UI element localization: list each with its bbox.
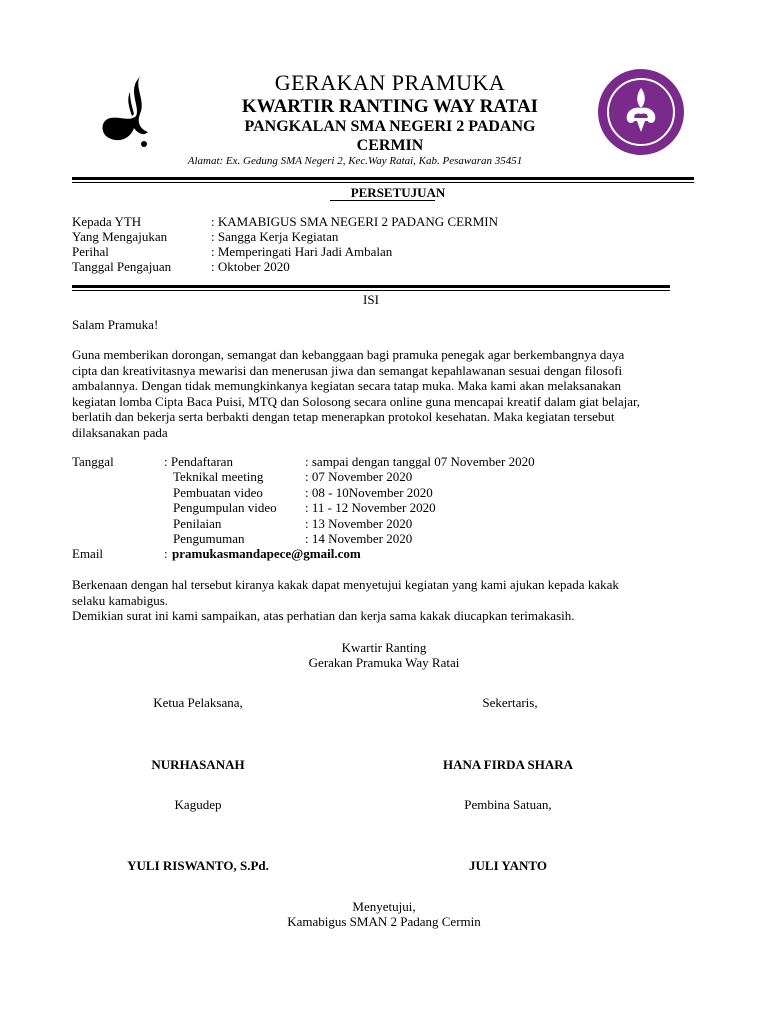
- email-value[interactable]: pramukasmandapece@gmail.com: [172, 546, 361, 561]
- signature-role: Kagudep: [174, 797, 222, 812]
- header-rule-thin: [72, 182, 694, 183]
- approval-line1: Menyetujui,: [352, 899, 416, 914]
- signature-role: Sekertaris,: [482, 695, 538, 710]
- meta-value: : Oktober 2020: [211, 259, 290, 274]
- meta-label: Perihal: [72, 244, 109, 259]
- schedule-item-name: Penilaian: [173, 516, 222, 531]
- signature-name: NURHASANAH: [151, 757, 245, 772]
- meta-label: Yang Mengajukan: [72, 229, 168, 244]
- greeting: Salam Pramuka!: [72, 317, 159, 332]
- schedule-item-name: Pengumuman: [173, 531, 245, 546]
- schedule-label: Tanggal: [72, 454, 114, 469]
- meta-value: : KAMABIGUS SMA NEGERI 2 PADANG CERMIN: [211, 214, 498, 229]
- world-scout-emblem-icon: [597, 68, 685, 156]
- schedule-item-date: : 11 - 12 November 2020: [305, 500, 436, 515]
- meta-label: Kepada YTH: [72, 214, 142, 229]
- title-underline: [330, 200, 435, 201]
- schedule-item-date: : 13 November 2020: [305, 516, 413, 531]
- signature-name: JULI YANTO: [469, 858, 547, 873]
- signature-name: HANA FIRDA SHARA: [442, 757, 573, 772]
- sender-line1: Kwartir Ranting: [341, 640, 427, 655]
- schedule-item-date: : sampai dengan tanggal 07 November 2020: [305, 454, 535, 469]
- closing-line: Demikian surat ini kami sampaikan, atas perhatian dan kerja sama kakak diucapkan terimakasih.: [72, 608, 575, 623]
- base-name-line1: PANGKALAN SMA NEGERI 2 PADANG: [244, 118, 536, 135]
- base-name-line2: CERMIN: [356, 137, 424, 154]
- header-rule-thick: [72, 177, 694, 180]
- section-rule-thick: [72, 285, 670, 288]
- address-line: Alamat: Ex. Gedung SMA Negeri 2, Kec.Way Ratai, Kab. Pesawaran 35451: [187, 155, 523, 167]
- body-line: kegiatan lomba Cipta Baca Puisi, MTQ dan Solosong secara online guna mencapai kreatif dalam giat belajar,: [72, 393, 641, 409]
- closing-line: selaku kamabigus.: [72, 592, 169, 608]
- approval-line2: Kamabigus SMAN 2 Padang Cermin: [287, 914, 481, 929]
- tunas-kelapa-icon: [96, 70, 154, 150]
- schedule-item-date: : 08 - 10November 2020: [305, 485, 433, 500]
- body-line: ambalannya. Dengan tidak memungkinkanya kegiatan secara tatap muka. Maka kami akan melaksanakan: [72, 378, 622, 394]
- signature-role: Ketua Pelaksana,: [153, 695, 243, 710]
- body-line: berlatih dan bekerja serta berbakti dengan tetap menerapkan protokol kesehatan. Maka kegiatan tersebut: [72, 409, 615, 425]
- signature-name: YULI RISWANTO, S.Pd.: [127, 858, 269, 873]
- body-line: dilaksanakan pada: [72, 424, 168, 440]
- schedule-item-name: Teknikal meeting: [173, 469, 264, 484]
- signature-role: Pembina Satuan,: [464, 797, 552, 812]
- closing-paragraph: [72, 577, 694, 624]
- schedule-item-name: : Pendaftaran: [164, 454, 233, 469]
- section-title: ISI: [363, 292, 379, 307]
- unit-name: KWARTIR RANTING WAY RATAI: [241, 96, 539, 117]
- schedule-item-name: Pembuatan video: [173, 485, 263, 500]
- email-colon: :: [164, 546, 168, 561]
- meta-value: : Memperingati Hari Jadi Ambalan: [211, 244, 393, 259]
- body-paragraph: [72, 347, 694, 441]
- closing-line: Berkenaan dengan hal tersebut kiranya kakak dapat menyetujui kegiatan yang kami ajukan kepada kakak: [72, 577, 619, 592]
- meta-label: Tanggal Pengajuan: [72, 259, 172, 274]
- document-title: PERSETUJUAN: [350, 185, 446, 200]
- section-rule-thin: [72, 290, 670, 291]
- schedule-item-date: : 07 November 2020: [305, 469, 413, 484]
- email-label: Email: [72, 546, 104, 561]
- sender-line2: Gerakan Pramuka Way Ratai: [308, 655, 460, 670]
- schedule-item-date: : 14 November 2020: [305, 531, 413, 546]
- body-line: Guna memberikan dorongan, semangat dan kebanggaan bagi pramuka penegak agar berkembangnya daya: [72, 347, 625, 362]
- org-name: GERAKAN PRAMUKA: [274, 70, 506, 95]
- body-line: cipta dan kreativitasnya mewarisi dan menerusan jiwa dan semangat kepahlawanan sesuai dengan filosofi: [72, 362, 623, 378]
- schedule-item-name: Pengumpulan video: [173, 500, 277, 515]
- meta-value: : Sangga Kerja Kegiatan: [211, 229, 339, 244]
